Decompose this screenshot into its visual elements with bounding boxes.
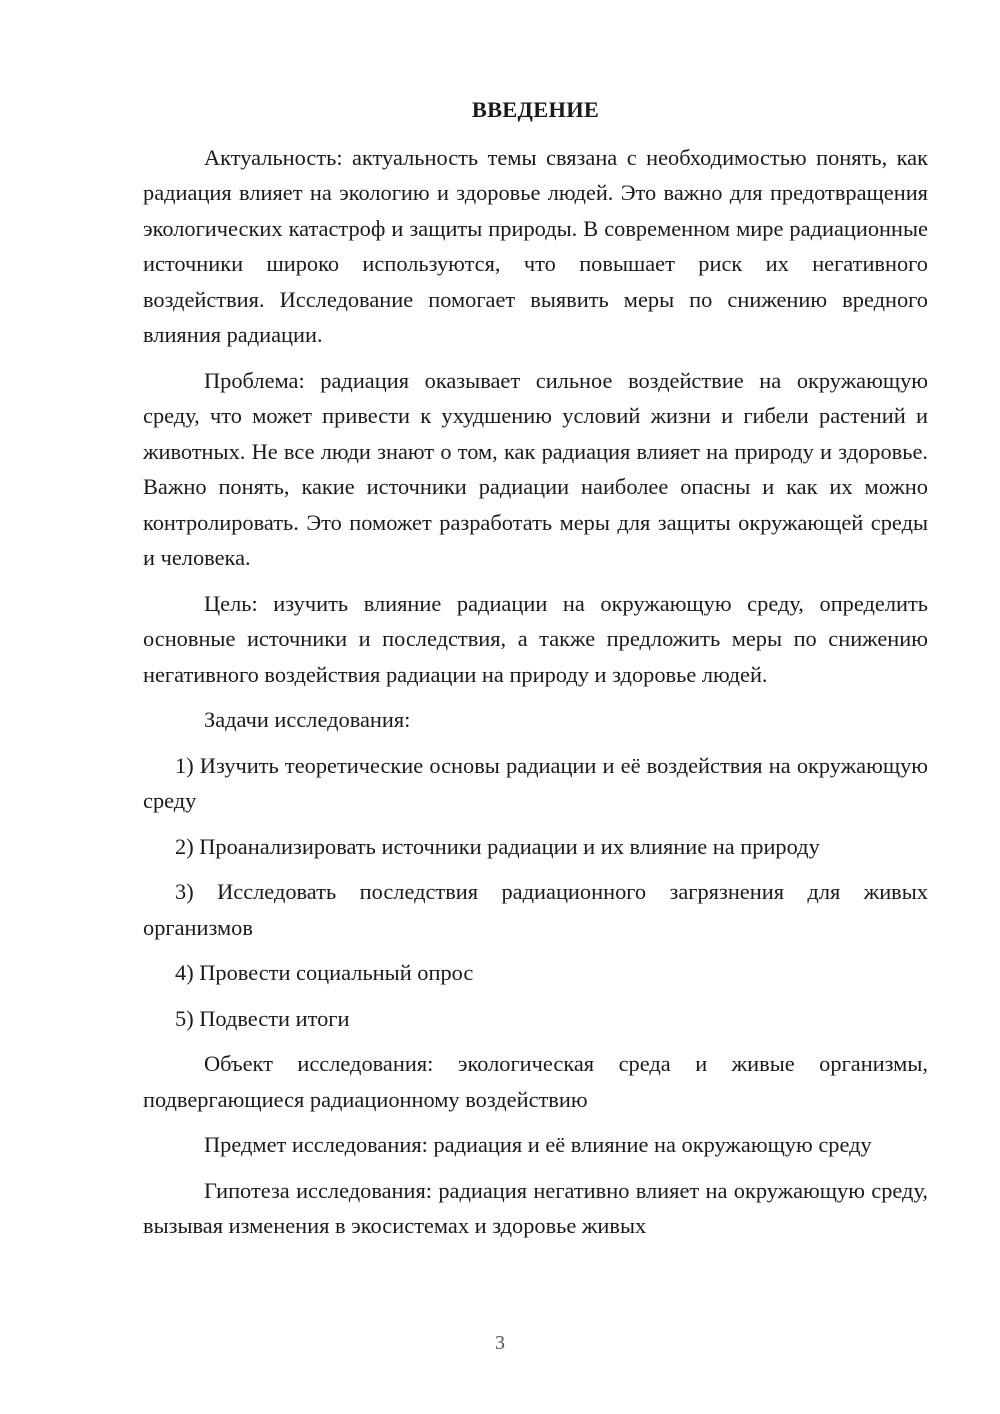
task-item-3: 3) Исследовать последствия радиационного загрязнения для живых организмов bbox=[143, 879, 928, 940]
task-item-5: 5) Подвести итоги bbox=[175, 1005, 350, 1031]
tasks-heading: Задачи исследования: bbox=[204, 707, 411, 732]
page-title: ВВЕДЕНИЕ bbox=[471, 97, 600, 122]
task-item-2: 2) Проанализировать источники радиации и их влияние на природу bbox=[175, 833, 820, 859]
goal-paragraph: Цель: изучить влияние радиации на окружающую среду, определить основные источники и последствия, а также предложить меры по снижению негативного воздействия радиации на природу и здоровье людей. bbox=[143, 590, 928, 687]
subject-paragraph: Предмет исследования: радиация и её влияние на окружающую среду bbox=[204, 1132, 872, 1157]
task-item-4: 4) Провести социальный опрос bbox=[175, 960, 474, 985]
object-paragraph: Объект исследования: экологическая среда и живые организмы, подвергающиеся радиационному воздействию bbox=[143, 1051, 928, 1112]
task-item-1: 1) Изучить теоретические основы радиации и её воздействия на окружающую среду bbox=[143, 752, 928, 813]
page-number: 3 bbox=[495, 1332, 505, 1354]
hypothesis-paragraph: Гипотеза исследования: радиация негативно влияет на окружающую среду, вызывая изменения в экосистемах и здоровье живых bbox=[143, 1177, 928, 1238]
page-content bbox=[143, 92, 928, 1244]
problem-paragraph: Проблема: радиация оказывает сильное воздействие на окружающую среду, что может привести к ухудшению условий жизни и гибели растений и животных. Не все люди знают о том, как радиация влияет на природу и здоровье. Важно понять, какие источники радиации наиболее опасны и как их можно контролировать. Это поможет разработать меры для защиты окружающей среды и человека. bbox=[143, 367, 928, 570]
tasks-list bbox=[143, 748, 928, 1037]
relevance-paragraph: Актуальность: актуальность темы связана с необходимостью понять, как радиация влияет на экологию и здоровье людей. Это важно для предотвращения экологических катастроф и защиты природы. В современном мире радиационные источники широко используются, что повышает риск их негативного воздействия. Исследование помогает выявить меры по снижению вредного влияния радиации. bbox=[143, 144, 928, 347]
